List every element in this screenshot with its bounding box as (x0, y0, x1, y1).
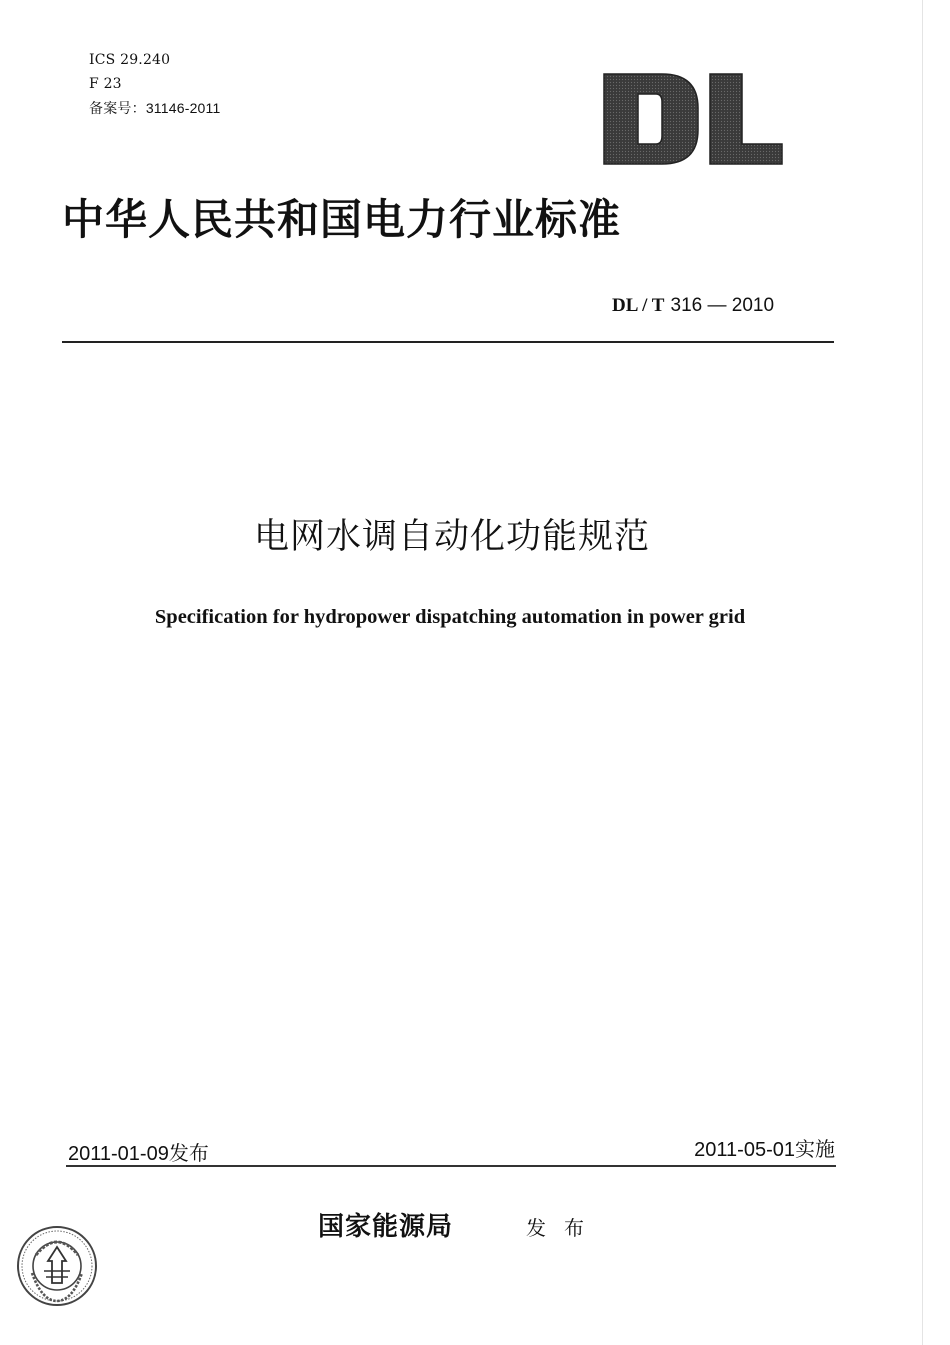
record-number (89, 100, 220, 117)
scan-edge-line (922, 0, 923, 1345)
record-number-value: 31146-2011 (145, 100, 221, 116)
standard-number-value: 316 — 2010 (670, 295, 775, 316)
issue-date-label: 发布 (168, 1141, 209, 1165)
footer-divider (66, 1165, 836, 1167)
dl-logo-letter-l (710, 74, 782, 164)
classification-code-text: F 23 (89, 76, 122, 92)
header-divider (62, 341, 834, 343)
publisher-name: 国家能源局 (318, 1212, 454, 1242)
document-title-cn: 电网水调自动化功能规范 (253, 517, 650, 557)
effective-date-label: 实施 (795, 1137, 835, 1161)
dl-logo-letter-d (604, 74, 698, 164)
industry-standard-title: 中华人民共和国电力行业标准 (62, 195, 622, 244)
ics-code-text: ICS 29.240 (89, 52, 171, 68)
effective-date-value: 2011-05-01 (694, 1139, 795, 1161)
classification-code (89, 76, 122, 92)
issue-date-value: 2011-01-09 (68, 1143, 169, 1165)
issue-date (68, 1141, 209, 1166)
standard-number (612, 294, 774, 317)
standard-code: DL / T (612, 295, 665, 316)
record-label: 备案号： (89, 101, 146, 117)
effective-date (694, 1137, 835, 1162)
publish-verb: 发布 (526, 1216, 602, 1240)
dl-logo (600, 72, 786, 166)
document-title-en: Specification for hydropower dispatching automation in power grid (154, 606, 746, 628)
ics-code (89, 52, 170, 68)
publisher-seal-icon (16, 1225, 98, 1307)
